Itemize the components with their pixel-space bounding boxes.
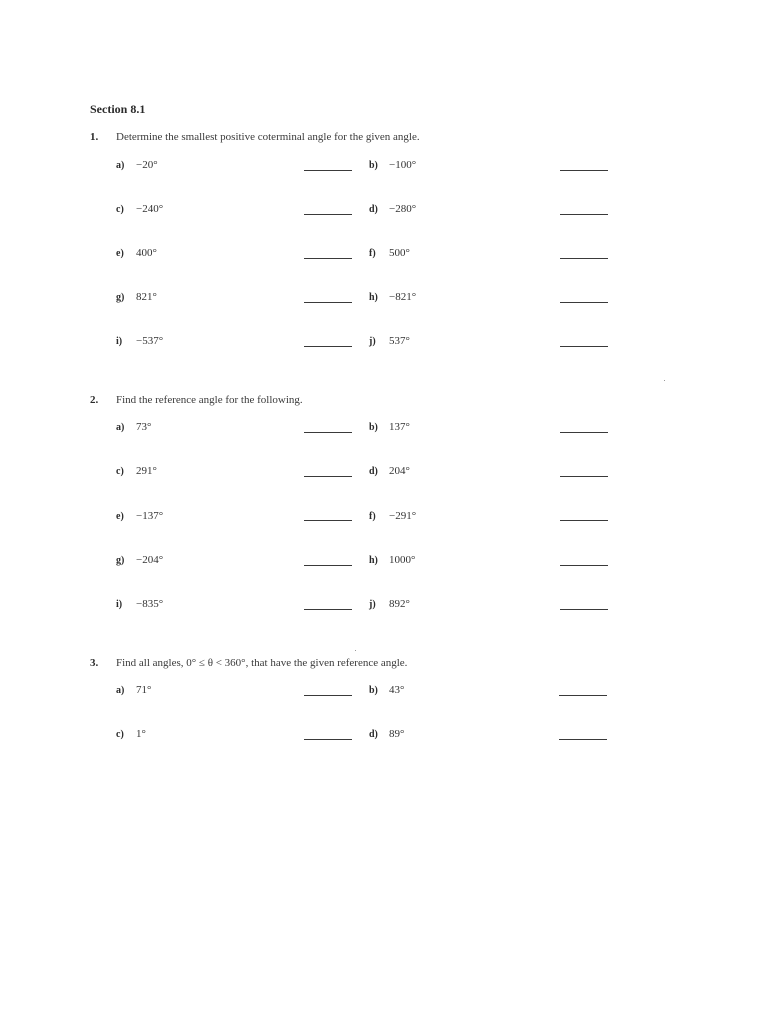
item-label: d) bbox=[369, 466, 378, 477]
item-label: i) bbox=[116, 599, 123, 610]
item-value: 500° bbox=[389, 247, 410, 259]
item-value: −291° bbox=[389, 510, 417, 522]
item-label: c) bbox=[116, 729, 124, 740]
item-value: 821° bbox=[136, 291, 157, 303]
q1-i-answer-blank[interactable] bbox=[304, 346, 352, 347]
item-value: 291° bbox=[136, 465, 157, 477]
q1-f-answer-blank[interactable] bbox=[560, 258, 608, 259]
q2-e-answer-blank[interactable] bbox=[304, 520, 352, 521]
q3-b-answer-blank[interactable] bbox=[559, 695, 607, 696]
item-label: g) bbox=[116, 555, 125, 566]
item-value: 204° bbox=[389, 465, 410, 477]
question-1-text: Determine the smallest positive coterminal angle for the given angle. bbox=[116, 131, 420, 143]
item-label: f) bbox=[369, 511, 376, 522]
item-label: b) bbox=[369, 685, 378, 696]
q2-c-answer-blank[interactable] bbox=[304, 476, 352, 477]
q3-d-answer-blank[interactable] bbox=[559, 739, 607, 740]
item-label: c) bbox=[116, 204, 124, 215]
item-value: −204° bbox=[136, 554, 164, 566]
item-label: b) bbox=[369, 422, 378, 433]
question-2-number: 2. bbox=[90, 394, 99, 406]
item-value: 892° bbox=[389, 598, 410, 610]
item-label: f) bbox=[369, 248, 376, 259]
item-label: a) bbox=[116, 160, 125, 171]
q2-g-answer-blank[interactable] bbox=[304, 565, 352, 566]
q3-c-answer-blank[interactable] bbox=[304, 739, 352, 740]
q2-a-answer-blank[interactable] bbox=[304, 432, 352, 433]
item-value: −537° bbox=[136, 335, 164, 347]
item-label: g) bbox=[116, 292, 125, 303]
q2-i-answer-blank[interactable] bbox=[304, 609, 352, 610]
item-label: d) bbox=[369, 729, 378, 740]
q1-b-answer-blank[interactable] bbox=[560, 170, 608, 171]
item-value: −100° bbox=[389, 159, 417, 171]
item-label: j) bbox=[369, 336, 376, 347]
item-value: 71° bbox=[136, 684, 152, 696]
scan-speck bbox=[355, 650, 356, 651]
question-3-text: Find all angles, 0° ≤ θ < 360°, that have the given reference angle. bbox=[116, 657, 408, 669]
item-label: d) bbox=[369, 204, 378, 215]
item-value: 400° bbox=[136, 247, 157, 259]
q1-j-answer-blank[interactable] bbox=[560, 346, 608, 347]
item-value: −835° bbox=[136, 598, 164, 610]
question-2-text: Find the reference angle for the following. bbox=[116, 394, 303, 406]
item-value: 137° bbox=[389, 421, 410, 433]
q2-d-answer-blank[interactable] bbox=[560, 476, 608, 477]
item-label: h) bbox=[369, 555, 378, 566]
item-value: −137° bbox=[136, 510, 164, 522]
q3-a-answer-blank[interactable] bbox=[304, 695, 352, 696]
item-value: 1° bbox=[136, 728, 146, 740]
q2-h-answer-blank[interactable] bbox=[560, 565, 608, 566]
q1-h-answer-blank[interactable] bbox=[560, 302, 608, 303]
item-value: −821° bbox=[389, 291, 417, 303]
q1-d-answer-blank[interactable] bbox=[560, 214, 608, 215]
scan-speck bbox=[664, 380, 665, 381]
item-label: h) bbox=[369, 292, 378, 303]
question-3-number: 3. bbox=[90, 657, 99, 669]
question-1-number: 1. bbox=[90, 131, 99, 143]
item-label: b) bbox=[369, 160, 378, 171]
item-value: 1000° bbox=[389, 554, 416, 566]
item-label: i) bbox=[116, 336, 123, 347]
item-value: 43° bbox=[389, 684, 405, 696]
q1-a-answer-blank[interactable] bbox=[304, 170, 352, 171]
item-label: j) bbox=[369, 599, 376, 610]
item-value: −240° bbox=[136, 203, 164, 215]
item-label: e) bbox=[116, 511, 124, 522]
item-value: 537° bbox=[389, 335, 410, 347]
item-value: 73° bbox=[136, 421, 152, 433]
q1-e-answer-blank[interactable] bbox=[304, 258, 352, 259]
q1-c-answer-blank[interactable] bbox=[304, 214, 352, 215]
q1-g-answer-blank[interactable] bbox=[304, 302, 352, 303]
section-title: Section 8.1 bbox=[90, 102, 146, 116]
item-value: 89° bbox=[389, 728, 405, 740]
item-value: −280° bbox=[389, 203, 417, 215]
item-label: a) bbox=[116, 685, 125, 696]
item-label: c) bbox=[116, 466, 124, 477]
item-label: a) bbox=[116, 422, 125, 433]
item-value: −20° bbox=[136, 159, 158, 171]
q2-b-answer-blank[interactable] bbox=[560, 432, 608, 433]
q2-j-answer-blank[interactable] bbox=[560, 609, 608, 610]
q2-f-answer-blank[interactable] bbox=[560, 520, 608, 521]
item-label: e) bbox=[116, 248, 124, 259]
